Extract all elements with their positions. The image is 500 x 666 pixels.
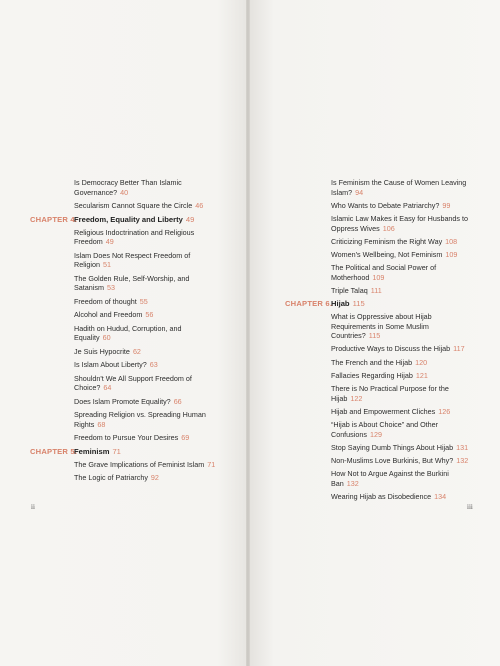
toc-page-number: 94	[355, 187, 364, 197]
toc-entry-title-line: Does Islam Promote Equality?	[74, 396, 171, 406]
toc-page-number: 106	[382, 223, 395, 233]
toc-entry[interactable]	[249, 384, 500, 403]
chapter-label: CHAPTER 6.	[285, 299, 333, 309]
chapter-label: CHAPTER 5.	[30, 446, 78, 456]
toc-entry-title-line: Je Suis Hypocrite	[74, 346, 130, 356]
chapter-heading	[0, 447, 247, 457]
toc-entry[interactable]	[0, 178, 247, 197]
toc-entry-title-line: Shouldn't We All Support Freedom of	[74, 373, 192, 383]
toc-page-number: 55	[139, 296, 148, 306]
toc-entry-title-line: The Grave Implications of Feminist Islam	[74, 459, 205, 469]
toc-entry-title-line: “Hijab is About Choice” and Other	[331, 420, 439, 429]
chapter-page-number: 49	[185, 214, 195, 224]
toc-entry[interactable]	[249, 214, 500, 233]
left-page-folio: ii	[31, 503, 35, 511]
toc-entry-title-line: Islam Does Not Respect Freedom of	[74, 250, 191, 260]
toc-entry-title-line: Wearing Hijab as Disobedience	[331, 491, 432, 501]
chapter-title: Hijab	[331, 299, 350, 309]
toc-entry[interactable]	[0, 473, 247, 483]
toc-entry[interactable]	[0, 274, 247, 293]
toc-page-number: 115	[368, 331, 381, 341]
toc-page-number: 56	[145, 310, 154, 320]
toc-entry-title-line: Stop Saying Dumb Things About Hijab	[331, 442, 454, 452]
toc-entry[interactable]	[249, 492, 500, 502]
right-page-toc	[249, 178, 500, 505]
toc-entry[interactable]	[249, 201, 500, 211]
toc-entry-title-line: Freedom of thought	[74, 296, 137, 306]
toc-page-number: 66	[173, 396, 182, 406]
toc-entry-title-line: Islamic Law Makes it Easy for Husbands to	[331, 213, 469, 223]
toc-entry-title-line: Secularism Cannot Square the Circle	[74, 201, 193, 211]
toc-entry[interactable]	[0, 310, 247, 320]
toc-entry[interactable]	[0, 360, 247, 370]
toc-entry-title-line: Islam?	[331, 187, 353, 197]
toc-entry-title-line: How Not to Argue Against the Burkini	[331, 469, 449, 479]
toc-entry[interactable]	[249, 286, 500, 296]
toc-page-number: 63	[149, 360, 158, 370]
chapter-title: Freedom, Equality and Liberty	[74, 214, 183, 224]
toc-entry[interactable]	[249, 178, 500, 197]
chapter-page-number: 115	[352, 299, 365, 309]
toc-entry[interactable]	[249, 407, 500, 417]
toc-page-number: 51	[102, 260, 111, 270]
toc-page-number: 111	[370, 285, 382, 295]
toc-page-number: 64	[103, 383, 112, 393]
toc-page-number: 131	[456, 442, 469, 452]
toc-entry-title-line: Triple Talaq	[331, 285, 368, 295]
toc-entry-title-line: Equality	[74, 333, 100, 343]
left-page-toc	[0, 178, 247, 487]
toc-entry-title-line: Confusions	[331, 429, 367, 439]
toc-entry-title-line: Alcohol and Freedom	[74, 310, 143, 320]
toc-page-number: 129	[369, 429, 382, 439]
toc-entry-title-line: Who Wants to Debate Patriarchy?	[331, 200, 440, 210]
toc-entry-title-line: The Logic of Patriarchy	[74, 473, 148, 483]
toc-entry-title-line: Governance?	[74, 187, 118, 197]
toc-entry-title-line: Productive Ways to Discuss the Hijab	[331, 344, 451, 354]
toc-entry-title-line: Rights	[74, 419, 95, 429]
toc-entry[interactable]	[249, 358, 500, 368]
toc-entry-title-line: Freedom	[74, 237, 103, 247]
toc-entry[interactable]	[0, 297, 247, 307]
toc-entry-title-line: Non-Muslims Love Burkinis, But Why?	[331, 455, 454, 465]
toc-entry-title-line: Spreading Religion vs. Spreading Human	[74, 410, 206, 420]
toc-page-number: 49	[105, 237, 114, 247]
toc-entry-title-line: Requirements in Some Muslim	[331, 321, 429, 331]
toc-entry[interactable]	[249, 456, 500, 466]
toc-entry[interactable]	[249, 371, 500, 381]
toc-entry-title-line: Religious Indoctrination and Religious	[74, 227, 195, 237]
toc-page-number: 92	[150, 473, 159, 483]
toc-page-number: 68	[97, 419, 106, 429]
toc-entry-title-line: Oppress Wives	[331, 223, 380, 233]
toc-entry-title-line: What is Oppressive about Hijab	[331, 312, 432, 322]
chapter-heading	[249, 299, 500, 309]
toc-entry[interactable]	[249, 344, 500, 354]
toc-entry[interactable]	[249, 263, 500, 282]
toc-page-number: 134	[434, 491, 447, 501]
toc-page-number: 132	[346, 478, 359, 488]
toc-entry[interactable]	[0, 410, 247, 429]
toc-entry[interactable]	[0, 347, 247, 357]
toc-entry-title-line: Fallacies Regarding Hijab	[331, 370, 413, 380]
toc-entry[interactable]	[0, 433, 247, 443]
toc-entry-title-line: Motherhood	[331, 272, 370, 282]
toc-page-number: 99	[442, 200, 451, 210]
toc-entry-title-line: Women's Wellbeing, Not Feminism	[331, 249, 443, 259]
toc-entry-title-line: Satanism	[74, 283, 104, 293]
toc-entry-title-line: Hijab and Empowerment Cliches	[331, 406, 436, 416]
chapter-page-number: 71	[112, 446, 121, 456]
toc-page-number: 109	[372, 272, 385, 282]
toc-page-number: 53	[106, 283, 115, 293]
toc-entry[interactable]	[0, 397, 247, 407]
toc-page-number: 120	[415, 357, 428, 367]
toc-page-number: 121	[415, 370, 428, 380]
toc-entry[interactable]	[249, 420, 500, 439]
toc-page-number: 117	[453, 344, 465, 354]
chapter-heading	[0, 215, 247, 225]
toc-page-number: 108	[445, 236, 458, 246]
toc-entry-title-line: The Political and Social Power of	[331, 263, 437, 273]
toc-entry-title-line: Freedom to Pursue Your Desires	[74, 433, 179, 443]
chapter-label: CHAPTER 4.	[30, 214, 78, 224]
toc-entry-title-line: Choice?	[74, 383, 101, 393]
toc-page-number: 132	[456, 455, 469, 465]
toc-entry-title-line: Ban	[331, 478, 344, 488]
toc-entry[interactable]	[249, 443, 500, 453]
toc-page-number: 109	[445, 249, 458, 259]
toc-entry-title-line: Is Democracy Better Than Islamic	[74, 178, 182, 187]
toc-entry-title-line: There is No Practical Purpose for the	[331, 384, 449, 394]
toc-entry[interactable]	[0, 228, 247, 247]
toc-entry[interactable]	[249, 312, 500, 341]
toc-entry-title-line: Countries?	[331, 331, 366, 341]
toc-entry-title-line: Is Islam About Liberty?	[74, 360, 147, 370]
toc-entry[interactable]	[249, 237, 500, 247]
toc-page-number: 62	[132, 346, 141, 356]
toc-page-number: 69	[181, 433, 190, 443]
toc-entry[interactable]	[0, 460, 247, 470]
toc-entry-title-line: Is Feminism the Cause of Women Leaving	[331, 178, 467, 187]
toc-page-number: 122	[350, 393, 363, 403]
toc-page-number: 71	[207, 459, 216, 469]
toc-entry[interactable]	[0, 201, 247, 211]
toc-entry[interactable]	[249, 250, 500, 260]
toc-page-number: 60	[102, 333, 111, 343]
toc-page-number: 40	[120, 187, 129, 197]
toc-entry-title-line: Religion	[74, 260, 100, 270]
toc-entry-title-line: The Golden Rule, Self-Worship, and	[74, 273, 190, 283]
toc-page-number: 46	[195, 201, 204, 211]
chapter-title: Feminism	[74, 446, 110, 456]
toc-entry[interactable]	[0, 374, 247, 393]
toc-entry-title-line: Hijab	[331, 393, 348, 403]
toc-entry-title-line: The French and the Hijab	[331, 357, 413, 367]
toc-entry[interactable]	[0, 251, 247, 270]
toc-entry-title-line: Criticizing Feminism the Right Way	[331, 236, 443, 246]
toc-page-number: 126	[438, 406, 451, 416]
toc-entry[interactable]	[0, 324, 247, 343]
toc-entry-title-line: Hadith on Hudud, Corruption, and	[74, 323, 182, 333]
right-page-folio: iii	[467, 503, 473, 511]
toc-entry[interactable]	[249, 469, 500, 488]
